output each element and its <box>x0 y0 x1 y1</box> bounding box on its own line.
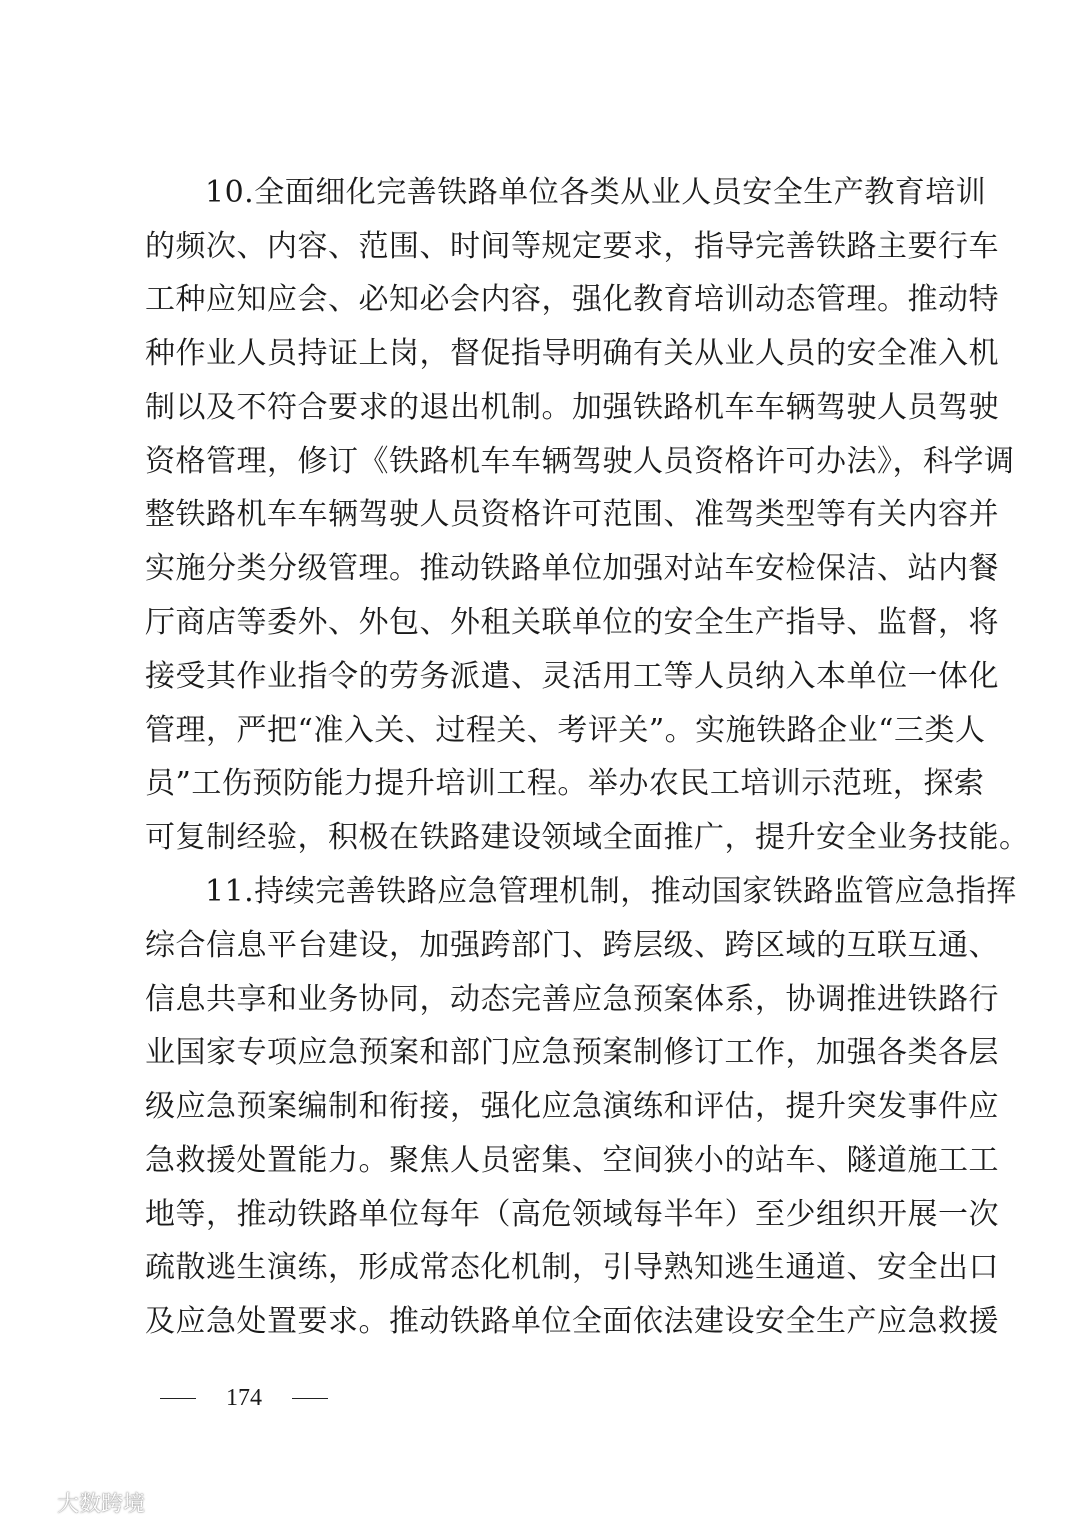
text-line-17: 业国家专项应急预案和部门应急预案制修订工作，加强各类各层 <box>145 1035 999 1070</box>
text-line-13: 可复制经验，积极在铁路建设领域全面推广，提升安全业务技能。 <box>145 820 1030 855</box>
text-line-10: 接受其作业指令的劳务派遣、灵活用工等人员纳入本单位一体化 <box>145 659 999 694</box>
text-line-19: 急救援处置能力。聚焦人员密集、空间狭小的站车、隧道施工工 <box>145 1143 999 1178</box>
watermark-text: 大数跨境 <box>57 1492 146 1517</box>
text-line-21: 疏散逃生演练，形成常态化机制，引导熟知逃生通道、安全出口 <box>145 1250 999 1285</box>
text-line-12: 员”工伤预防能力提升培训工程。举办农民工培训示范班，探索 <box>145 766 985 801</box>
text-line-14: 11.持续完善铁路应急管理机制，推动国家铁路监管应急指挥 <box>205 874 1017 909</box>
text-line-22: 及应急处置要求。推动铁路单位全面依法建设安全生产应急救援 <box>145 1304 999 1339</box>
footer-dash-right <box>292 1398 328 1399</box>
page-number: 174 <box>226 1385 262 1412</box>
text-line-7: 整铁路机车车辆驾驶人员资格许可范围、准驾类型等有关内容并 <box>145 497 999 532</box>
text-line-3: 工种应知应会、必知必会内容，强化教育培训动态管理。推动特 <box>145 282 999 317</box>
text-line-20: 地等，推动铁路单位每年（高危领域每半年）至少组织开展一次 <box>145 1197 999 1232</box>
text-line-15: 综合信息平台建设，加强跨部门、跨层级、跨区域的互联互通、 <box>145 928 999 963</box>
text-line-1: 10.全面细化完善铁路单位各类从业人员安全生产教育培训 <box>205 175 987 210</box>
text-line-16: 信息共享和业务协同，动态完善应急预案体系，协调推进铁路行 <box>145 982 999 1017</box>
watermark <box>4 1488 145 1522</box>
text-line-18: 级应急预案编制和衔接，强化应急演练和评估，提升突发事件应 <box>145 1089 999 1124</box>
footer-dash-left <box>160 1398 196 1399</box>
text-line-8: 实施分类分级管理。推动铁路单位加强对站车安检保洁、站内餐 <box>145 551 999 586</box>
chat-bubble-icon <box>4 1492 46 1518</box>
text-line-11: 管理，严把“准入关、过程关、考评关”。实施铁路企业“三类人 <box>145 713 986 748</box>
page-footer <box>160 1377 328 1417</box>
text-line-6: 资格管理，修订《铁路机车车辆驾驶人员资格许可办法》，科学调 <box>145 444 1015 479</box>
text-line-5: 制以及不符合要求的退出机制。加强铁路机车车辆驾驶人员驾驶 <box>145 390 999 425</box>
text-line-9: 厅商店等委外、外包、外租关联单位的安全生产指导、监督，将 <box>145 605 999 640</box>
text-line-2: 的频次、内容、范围、时间等规定要求，指导完善铁路主要行车 <box>145 229 999 264</box>
text-line-4: 种作业人员持证上岗，督促指导明确有关从业人员的安全准入机 <box>145 336 999 371</box>
